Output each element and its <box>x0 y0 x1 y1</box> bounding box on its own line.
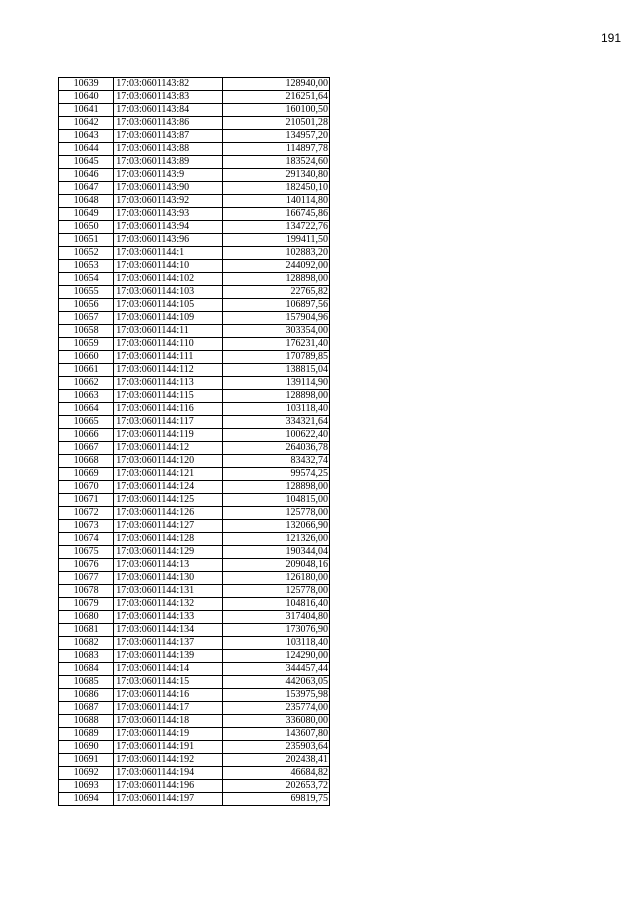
cadastral-number-cell: 17:03:0601144:17 <box>114 702 222 715</box>
cadastral-number-cell: 17:03:0601144:10 <box>114 260 222 273</box>
row-number-cell: 10674 <box>59 533 114 546</box>
amount-cell: 134957,20 <box>222 130 329 143</box>
cadastral-number-cell: 17:03:0601143:86 <box>114 117 222 130</box>
row-number-cell: 10663 <box>59 390 114 403</box>
cadastral-number-cell: 17:03:0601144:130 <box>114 572 222 585</box>
amount-cell: 190344,04 <box>222 546 329 559</box>
row-number-cell: 10679 <box>59 598 114 611</box>
table-row <box>59 143 330 156</box>
cadastral-number-cell: 17:03:0601144:117 <box>114 416 222 429</box>
cadastral-number-cell: 17:03:0601144:109 <box>114 312 222 325</box>
row-number-cell: 10655 <box>59 286 114 299</box>
row-number-cell: 10688 <box>59 715 114 728</box>
table-row <box>59 676 330 689</box>
table-row <box>59 546 330 559</box>
amount-cell: 170789,85 <box>222 351 329 364</box>
table-row <box>59 286 330 299</box>
amount-cell: 128898,00 <box>222 273 329 286</box>
table-row <box>59 416 330 429</box>
amount-cell: 99574,25 <box>222 468 329 481</box>
amount-cell: 134722,76 <box>222 221 329 234</box>
table-row <box>59 585 330 598</box>
table-row <box>59 234 330 247</box>
cadastral-number-cell: 17:03:0601144:137 <box>114 637 222 650</box>
table-row <box>59 624 330 637</box>
row-number-cell: 10680 <box>59 611 114 624</box>
row-number-cell: 10670 <box>59 481 114 494</box>
cadastral-number-cell: 17:03:0601143:92 <box>114 195 222 208</box>
row-number-cell: 10678 <box>59 585 114 598</box>
amount-cell: 183524,60 <box>222 156 329 169</box>
row-number-cell: 10656 <box>59 299 114 312</box>
row-number-cell: 10685 <box>59 676 114 689</box>
cadastral-number-cell: 17:03:0601144:110 <box>114 338 222 351</box>
row-number-cell: 10693 <box>59 780 114 793</box>
amount-cell: 83432,74 <box>222 455 329 468</box>
amount-cell: 244092,00 <box>222 260 329 273</box>
table-row <box>59 169 330 182</box>
cadastral-number-cell: 17:03:0601143:82 <box>114 78 222 91</box>
row-number-cell: 10658 <box>59 325 114 338</box>
amount-cell: 138815,04 <box>222 364 329 377</box>
row-number-cell: 10672 <box>59 507 114 520</box>
row-number-cell: 10669 <box>59 468 114 481</box>
cadastral-number-cell: 17:03:0601144:11 <box>114 325 222 338</box>
table-row <box>59 390 330 403</box>
table-row <box>59 104 330 117</box>
row-number-cell: 10649 <box>59 208 114 221</box>
row-number-cell: 10691 <box>59 754 114 767</box>
cadastral-number-cell: 17:03:0601144:103 <box>114 286 222 299</box>
cadastral-number-cell: 17:03:0601144:125 <box>114 494 222 507</box>
cadastral-number-cell: 17:03:0601143:90 <box>114 182 222 195</box>
table-row <box>59 650 330 663</box>
table-row <box>59 780 330 793</box>
amount-cell: 160100,50 <box>222 104 329 117</box>
cadastral-number-cell: 17:03:0601144:124 <box>114 481 222 494</box>
cadastral-number-cell: 17:03:0601144:121 <box>114 468 222 481</box>
cadastral-number-cell: 17:03:0601144:18 <box>114 715 222 728</box>
table-row <box>59 117 330 130</box>
row-number-cell: 10660 <box>59 351 114 364</box>
cadastral-number-cell: 17:03:0601144:197 <box>114 793 222 806</box>
cadastral-number-cell: 17:03:0601143:9 <box>114 169 222 182</box>
amount-cell: 104815,00 <box>222 494 329 507</box>
amount-cell: 100622,40 <box>222 429 329 442</box>
row-number-cell: 10652 <box>59 247 114 260</box>
amount-cell: 103118,40 <box>222 403 329 416</box>
row-number-cell: 10657 <box>59 312 114 325</box>
cadastral-number-cell: 17:03:0601144:115 <box>114 390 222 403</box>
amount-cell: 125778,00 <box>222 585 329 598</box>
row-number-cell: 10686 <box>59 689 114 702</box>
row-number-cell: 10661 <box>59 364 114 377</box>
cadastral-number-cell: 17:03:0601144:196 <box>114 780 222 793</box>
table-row <box>59 663 330 676</box>
amount-cell: 132066,90 <box>222 520 329 533</box>
row-number-cell: 10662 <box>59 377 114 390</box>
amount-cell: 173076,90 <box>222 624 329 637</box>
table-row <box>59 299 330 312</box>
cadastral-number-cell: 17:03:0601144:191 <box>114 741 222 754</box>
cadastral-number-cell: 17:03:0601143:84 <box>114 104 222 117</box>
table-row <box>59 221 330 234</box>
amount-cell: 22765,82 <box>222 286 329 299</box>
row-number-cell: 10671 <box>59 494 114 507</box>
amount-cell: 202653,72 <box>222 780 329 793</box>
table-row <box>59 195 330 208</box>
cadastral-number-cell: 17:03:0601144:192 <box>114 754 222 767</box>
table-row <box>59 481 330 494</box>
row-number-cell: 10639 <box>59 78 114 91</box>
table-row <box>59 533 330 546</box>
row-number-cell: 10664 <box>59 403 114 416</box>
cadastral-number-cell: 17:03:0601144:15 <box>114 676 222 689</box>
amount-cell: 102883,20 <box>222 247 329 260</box>
amount-cell: 114897,78 <box>222 143 329 156</box>
cadastral-number-cell: 17:03:0601144:194 <box>114 767 222 780</box>
amount-cell: 264036,78 <box>222 442 329 455</box>
row-number-cell: 10676 <box>59 559 114 572</box>
cadastral-number-cell: 17:03:0601144:113 <box>114 377 222 390</box>
row-number-cell: 10689 <box>59 728 114 741</box>
row-number-cell: 10667 <box>59 442 114 455</box>
table-row <box>59 429 330 442</box>
row-number-cell: 10644 <box>59 143 114 156</box>
table-row <box>59 325 330 338</box>
amount-cell: 124290,00 <box>222 650 329 663</box>
amount-cell: 128898,00 <box>222 481 329 494</box>
cadastral-number-cell: 17:03:0601144:102 <box>114 273 222 286</box>
table-row <box>59 156 330 169</box>
row-number-cell: 10651 <box>59 234 114 247</box>
cadastral-number-cell: 17:03:0601143:87 <box>114 130 222 143</box>
amount-cell: 317404,80 <box>222 611 329 624</box>
amount-cell: 139114,90 <box>222 377 329 390</box>
row-number-cell: 10659 <box>59 338 114 351</box>
amount-cell: 166745,86 <box>222 208 329 221</box>
amount-cell: 46684,82 <box>222 767 329 780</box>
table-row <box>59 793 330 806</box>
table-row <box>59 520 330 533</box>
amount-cell: 128898,00 <box>222 390 329 403</box>
table-row <box>59 455 330 468</box>
table-row <box>59 91 330 104</box>
row-number-cell: 10666 <box>59 429 114 442</box>
row-number-cell: 10673 <box>59 520 114 533</box>
row-number-cell: 10654 <box>59 273 114 286</box>
cadastral-number-cell: 17:03:0601144:13 <box>114 559 222 572</box>
cadastral-number-cell: 17:03:0601144:120 <box>114 455 222 468</box>
amount-cell: 216251,64 <box>222 91 329 104</box>
amount-cell: 199411,50 <box>222 234 329 247</box>
row-number-cell: 10646 <box>59 169 114 182</box>
cadastral-number-cell: 17:03:0601143:83 <box>114 91 222 104</box>
table-row <box>59 208 330 221</box>
registry-table-body <box>59 78 330 806</box>
row-number-cell: 10684 <box>59 663 114 676</box>
amount-cell: 202438,41 <box>222 754 329 767</box>
amount-cell: 103118,40 <box>222 637 329 650</box>
table-row <box>59 182 330 195</box>
row-number-cell: 10692 <box>59 767 114 780</box>
amount-cell: 176231,40 <box>222 338 329 351</box>
table-row <box>59 754 330 767</box>
table-row <box>59 767 330 780</box>
cadastral-number-cell: 17:03:0601143:94 <box>114 221 222 234</box>
cadastral-number-cell: 17:03:0601144:128 <box>114 533 222 546</box>
table-row <box>59 637 330 650</box>
row-number-cell: 10642 <box>59 117 114 130</box>
row-number-cell: 10648 <box>59 195 114 208</box>
table-row <box>59 494 330 507</box>
page-number: 191 <box>600 31 621 45</box>
row-number-cell: 10645 <box>59 156 114 169</box>
cadastral-number-cell: 17:03:0601143:93 <box>114 208 222 221</box>
amount-cell: 121326,00 <box>222 533 329 546</box>
cadastral-number-cell: 17:03:0601144:131 <box>114 585 222 598</box>
cadastral-number-cell: 17:03:0601143:88 <box>114 143 222 156</box>
cadastral-number-cell: 17:03:0601144:127 <box>114 520 222 533</box>
cadastral-number-cell: 17:03:0601144:119 <box>114 429 222 442</box>
table-row <box>59 260 330 273</box>
cadastral-number-cell: 17:03:0601143:89 <box>114 156 222 169</box>
table-row <box>59 442 330 455</box>
table-row <box>59 598 330 611</box>
row-number-cell: 10647 <box>59 182 114 195</box>
table-row <box>59 741 330 754</box>
cadastral-number-cell: 17:03:0601144:12 <box>114 442 222 455</box>
table-row <box>59 273 330 286</box>
table-row <box>59 559 330 572</box>
row-number-cell: 10640 <box>59 91 114 104</box>
cadastral-number-cell: 17:03:0601144:133 <box>114 611 222 624</box>
amount-cell: 235774,00 <box>222 702 329 715</box>
amount-cell: 140114,80 <box>222 195 329 208</box>
amount-cell: 157904,96 <box>222 312 329 325</box>
row-number-cell: 10653 <box>59 260 114 273</box>
row-number-cell: 10687 <box>59 702 114 715</box>
amount-cell: 106897,56 <box>222 299 329 312</box>
amount-cell: 125778,00 <box>222 507 329 520</box>
row-number-cell: 10665 <box>59 416 114 429</box>
row-number-cell: 10690 <box>59 741 114 754</box>
amount-cell: 291340,80 <box>222 169 329 182</box>
row-number-cell: 10683 <box>59 650 114 663</box>
table-row <box>59 247 330 260</box>
table-row <box>59 403 330 416</box>
amount-cell: 153975,98 <box>222 689 329 702</box>
row-number-cell: 10650 <box>59 221 114 234</box>
cadastral-number-cell: 17:03:0601144:134 <box>114 624 222 637</box>
table-row <box>59 728 330 741</box>
row-number-cell: 10641 <box>59 104 114 117</box>
amount-cell: 128940,00 <box>222 78 329 91</box>
amount-cell: 210501,28 <box>222 117 329 130</box>
table-row <box>59 689 330 702</box>
cadastral-number-cell: 17:03:0601144:111 <box>114 351 222 364</box>
amount-cell: 344457,44 <box>222 663 329 676</box>
table-row <box>59 364 330 377</box>
amount-cell: 143607,80 <box>222 728 329 741</box>
table-row <box>59 338 330 351</box>
cadastral-number-cell: 17:03:0601144:126 <box>114 507 222 520</box>
amount-cell: 336080,00 <box>222 715 329 728</box>
cadastral-number-cell: 17:03:0601144:105 <box>114 299 222 312</box>
cadastral-number-cell: 17:03:0601144:129 <box>114 546 222 559</box>
table-row <box>59 611 330 624</box>
cadastral-number-cell: 17:03:0601144:19 <box>114 728 222 741</box>
table-row <box>59 572 330 585</box>
table-row <box>59 468 330 481</box>
amount-cell: 442063,05 <box>222 676 329 689</box>
table-row <box>59 377 330 390</box>
row-number-cell: 10682 <box>59 637 114 650</box>
row-number-cell: 10643 <box>59 130 114 143</box>
cadastral-number-cell: 17:03:0601143:96 <box>114 234 222 247</box>
amount-cell: 303354,00 <box>222 325 329 338</box>
cadastral-number-cell: 17:03:0601144:132 <box>114 598 222 611</box>
amount-cell: 334321,64 <box>222 416 329 429</box>
row-number-cell: 10675 <box>59 546 114 559</box>
amount-cell: 209048,16 <box>222 559 329 572</box>
table-row <box>59 130 330 143</box>
row-number-cell: 10668 <box>59 455 114 468</box>
amount-cell: 182450,10 <box>222 182 329 195</box>
cadastral-number-cell: 17:03:0601144:139 <box>114 650 222 663</box>
table-row <box>59 312 330 325</box>
cadastral-number-cell: 17:03:0601144:14 <box>114 663 222 676</box>
amount-cell: 104816,40 <box>222 598 329 611</box>
table-row <box>59 78 330 91</box>
table-row <box>59 351 330 364</box>
amount-cell: 126180,00 <box>222 572 329 585</box>
registry-table <box>58 77 330 806</box>
table-row <box>59 507 330 520</box>
table-row <box>59 702 330 715</box>
table-row <box>59 715 330 728</box>
row-number-cell: 10681 <box>59 624 114 637</box>
row-number-cell: 10694 <box>59 793 114 806</box>
cadastral-number-cell: 17:03:0601144:116 <box>114 403 222 416</box>
cadastral-number-cell: 17:03:0601144:112 <box>114 364 222 377</box>
cadastral-number-cell: 17:03:0601144:1 <box>114 247 222 260</box>
amount-cell: 235903,64 <box>222 741 329 754</box>
row-number-cell: 10677 <box>59 572 114 585</box>
amount-cell: 69819,75 <box>222 793 329 806</box>
cadastral-number-cell: 17:03:0601144:16 <box>114 689 222 702</box>
